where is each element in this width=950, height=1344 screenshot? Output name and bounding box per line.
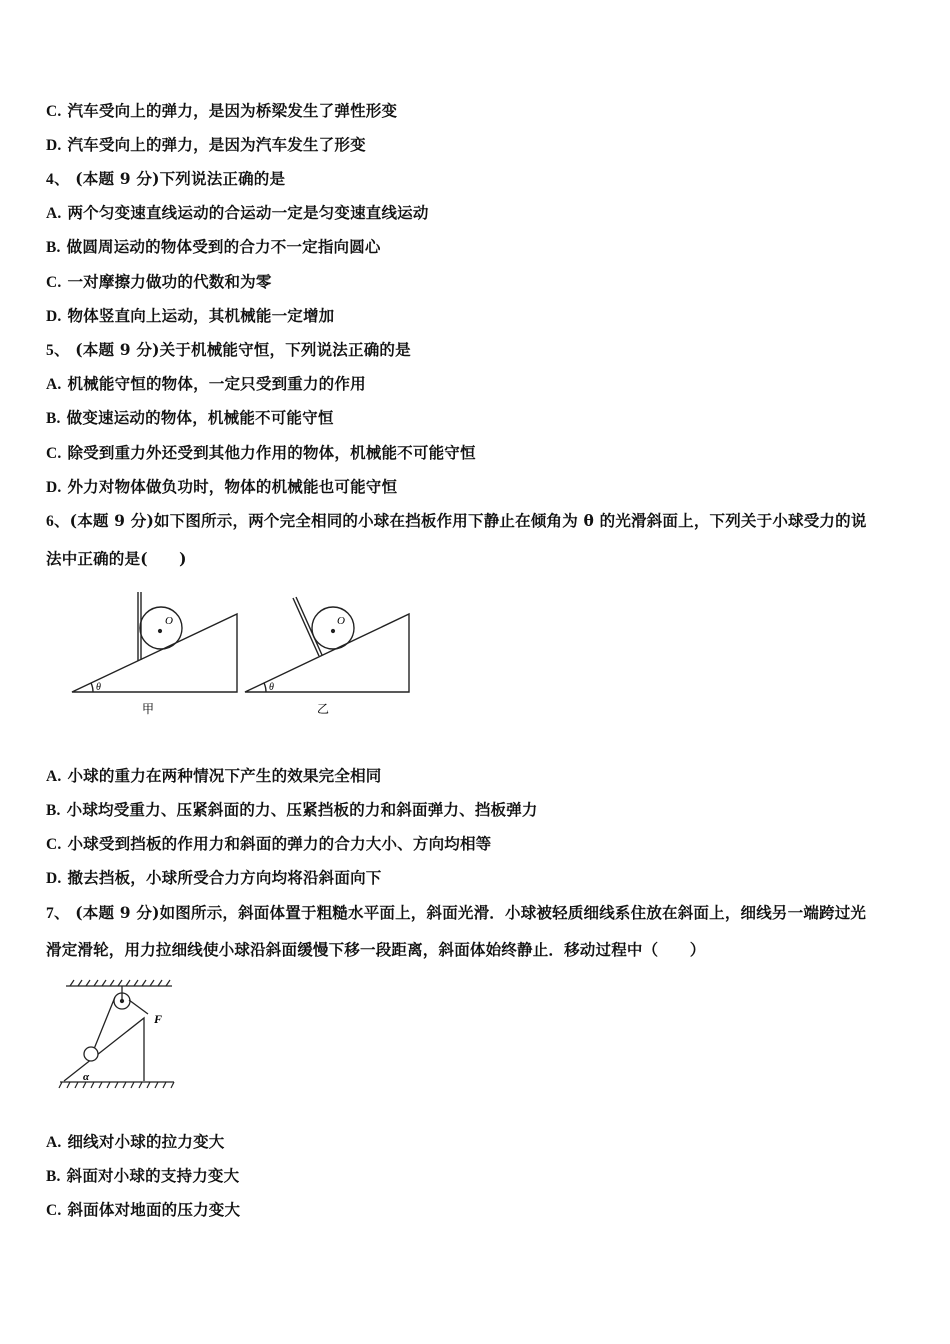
question-6-cont: 法中正确的是( ) (46, 549, 187, 568)
option-b-q7: B. 斜面对小球的支持力变大 (46, 1166, 240, 1185)
figure-6-right (245, 597, 409, 692)
ball (84, 1047, 98, 1061)
question-7-cont: 滑定滑轮，用力拉细线使小球沿斜面缓慢下移一段距离，斜面体始终静止．移动过程中（ ） (46, 940, 706, 959)
option-a-q7: A. 细线对小球的拉力变大 (46, 1132, 225, 1151)
pulley (114, 986, 130, 1009)
option-c-q6: C. 小球受到挡板的作用力和斜面的弹力的合力大小、方向均相等 (46, 834, 492, 853)
question-6: 6、(本题 9 分)如下图所示，两个完全相同的小球在挡板作用下静止在倾角为 θ 的光滑斜面上，下列关于小球受力的说 (46, 511, 867, 530)
figure-6-right-caption: 乙 (317, 702, 330, 716)
option-d-q6: D. 撤去挡板，小球所受合力方向均将沿斜面向下 (46, 868, 382, 887)
figure-6-right-angle: θ (269, 682, 274, 693)
question-4: 4、 (本题 9 分)下列说法正确的是 (46, 169, 286, 188)
option-b-q4: B. 做圆周运动的物体受到的合力不一定指向圆心 (46, 237, 381, 256)
option-d-q5: D. 外力对物体做负功时，物体的机械能也可能守恒 (46, 477, 398, 496)
incline (64, 1018, 144, 1081)
figure-6-left-center: O (165, 615, 173, 627)
option-a-q4: A. 两个匀变速直线运动的合运动一定是匀变速直线运动 (46, 203, 429, 222)
option-a-q6: A. 小球的重力在两种情况下产生的效果完全相同 (46, 766, 382, 785)
option-c-q7: C. 斜面体对地面的压力变大 (46, 1200, 241, 1219)
figure-6-left (72, 592, 237, 692)
string (94, 997, 148, 1049)
option-d-q3: D. 汽车受向上的弹力，是因为汽车发生了形变 (46, 135, 366, 154)
option-c-q4: C. 一对摩擦力做功的代数和为零 (46, 272, 272, 291)
angle-alpha-label: α (83, 1071, 90, 1083)
ceiling (66, 980, 172, 986)
question-5: 5、 (本题 9 分)关于机械能守恒，下列说法正确的是 (46, 340, 411, 359)
option-d-q4: D. 物体竖直向上运动，其机械能一定增加 (46, 306, 335, 325)
option-c-q5: C. 除受到重力外还受到其他力作用的物体，机械能不可能守恒 (46, 443, 476, 462)
ground (59, 1082, 174, 1088)
figure-7-diagram (56, 978, 186, 1093)
option-b-q5: B. 做变速运动的物体，机械能不可能守恒 (46, 408, 334, 427)
option-c-q3: C. 汽车受向上的弹力，是因为桥梁发生了弹性形变 (46, 101, 398, 120)
option-b-q6: B. 小球均受重力、压紧斜面的力、压紧挡板的力和斜面弹力、挡板弹力 (46, 800, 538, 819)
figure-6-right-center: O (337, 615, 345, 627)
figure-6-left-caption: 甲 (142, 702, 155, 716)
option-a-q5: A. 机械能守恒的物体，一定只受到重力的作用 (46, 374, 366, 393)
figure-6-diagram (65, 590, 425, 720)
figure-6-left-angle: θ (96, 682, 101, 693)
question-7: 7、 (本题 9 分)如图所示，斜面体置于粗糙水平面上，斜面光滑．小球被轻质细线系住放在斜面上，细线另一端跨过光 (46, 903, 867, 922)
force-label: F (154, 1012, 163, 1026)
